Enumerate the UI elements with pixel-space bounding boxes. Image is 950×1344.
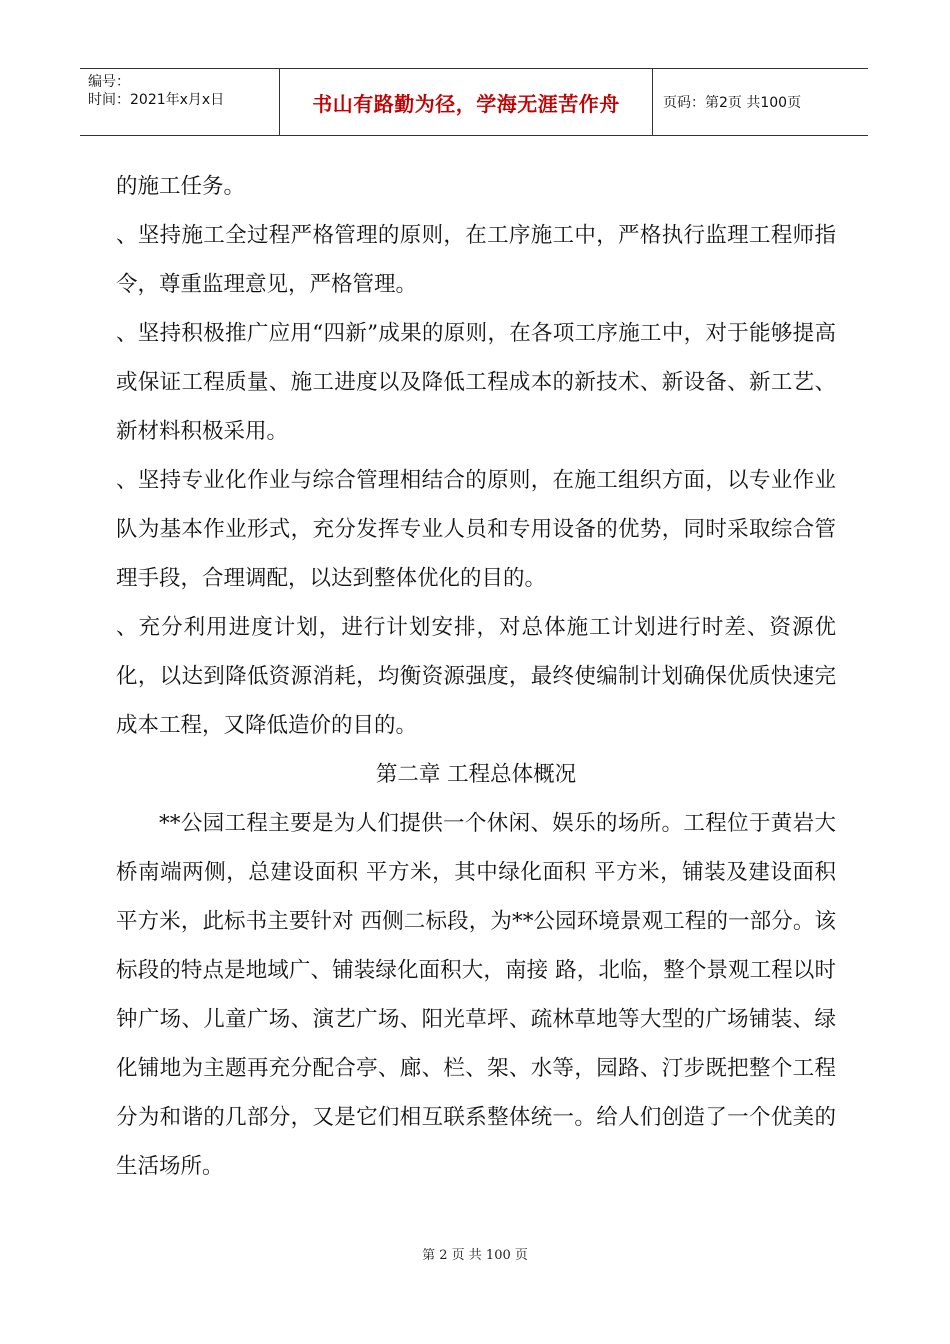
document-body bbox=[116, 162, 836, 1191]
document-time-label: 时间：2021年x月x日 bbox=[88, 92, 225, 108]
chapter-title: 第二章 工程总体概况 bbox=[375, 762, 577, 787]
page-header bbox=[80, 68, 868, 136]
paragraph-four-new: 、坚持积极推广应用“四新”成果的原则，在各项工序施工中，对于能够提高或保证工程质量、施工进度以及降低工程成本的新技术、新设备、新工艺、新材料积极采用。 bbox=[116, 321, 836, 444]
paragraph-strict-management: 、坚持施工全过程严格管理的原则，在工序施工中，严格执行监理工程师指令，尊重监理意见，严格管理。 bbox=[116, 223, 836, 297]
header-motto: 书山有路勤为径，学海无涯苦作舟 bbox=[280, 69, 653, 135]
header-page-info: 页码：第2页 共100页 bbox=[663, 95, 802, 111]
page-footer: 第 2 页 共 100 页 bbox=[422, 1248, 528, 1263]
header-meta-cell bbox=[80, 69, 280, 135]
paragraph-schedule: 、充分利用进度计划，进行计划安排，对总体施工计划进行时差、资源优化，以达到降低资源消耗，均衡资源强度，最终使编制计划确保优质快速完成本工程，又降低造价的目的。 bbox=[116, 615, 836, 738]
paragraph-project-overview: **公园工程主要是为人们提供一个休闲、娱乐的场所。工程位于黄岩大桥南端两侧，总建设面积 平方米，其中绿化面积 平方米，铺装及建设面积 平方米，此标书主要针对 西侧二标段，为**公园环境景观工程的一部分。该标段的特点是地域广、铺装绿化面积大，南接 路，北临，整个景观工程以时钟广场、儿童广场、演艺广场、阳光草坪、疏林草地等大型的广场铺装、绿化铺地为主题再充分配合亭、廊、栏、架、水等，园路、汀步既把整个工程分为和谐的几部分，又是它们相互联系整体统一。给人们创造了一个优美的生活场所。 bbox=[116, 811, 836, 1179]
document-number-label: 编号： bbox=[88, 74, 130, 90]
paragraph-specialization: 、坚持专业化作业与综合管理相结合的原则，在施工组织方面，以专业作业队为基本作业形式，充分发挥专业人员和专用设备的优势，同时采取综合管理手段，合理调配，以达到整体优化的目的。 bbox=[116, 468, 836, 591]
paragraph-continuation: 的施工任务。 bbox=[116, 174, 246, 199]
